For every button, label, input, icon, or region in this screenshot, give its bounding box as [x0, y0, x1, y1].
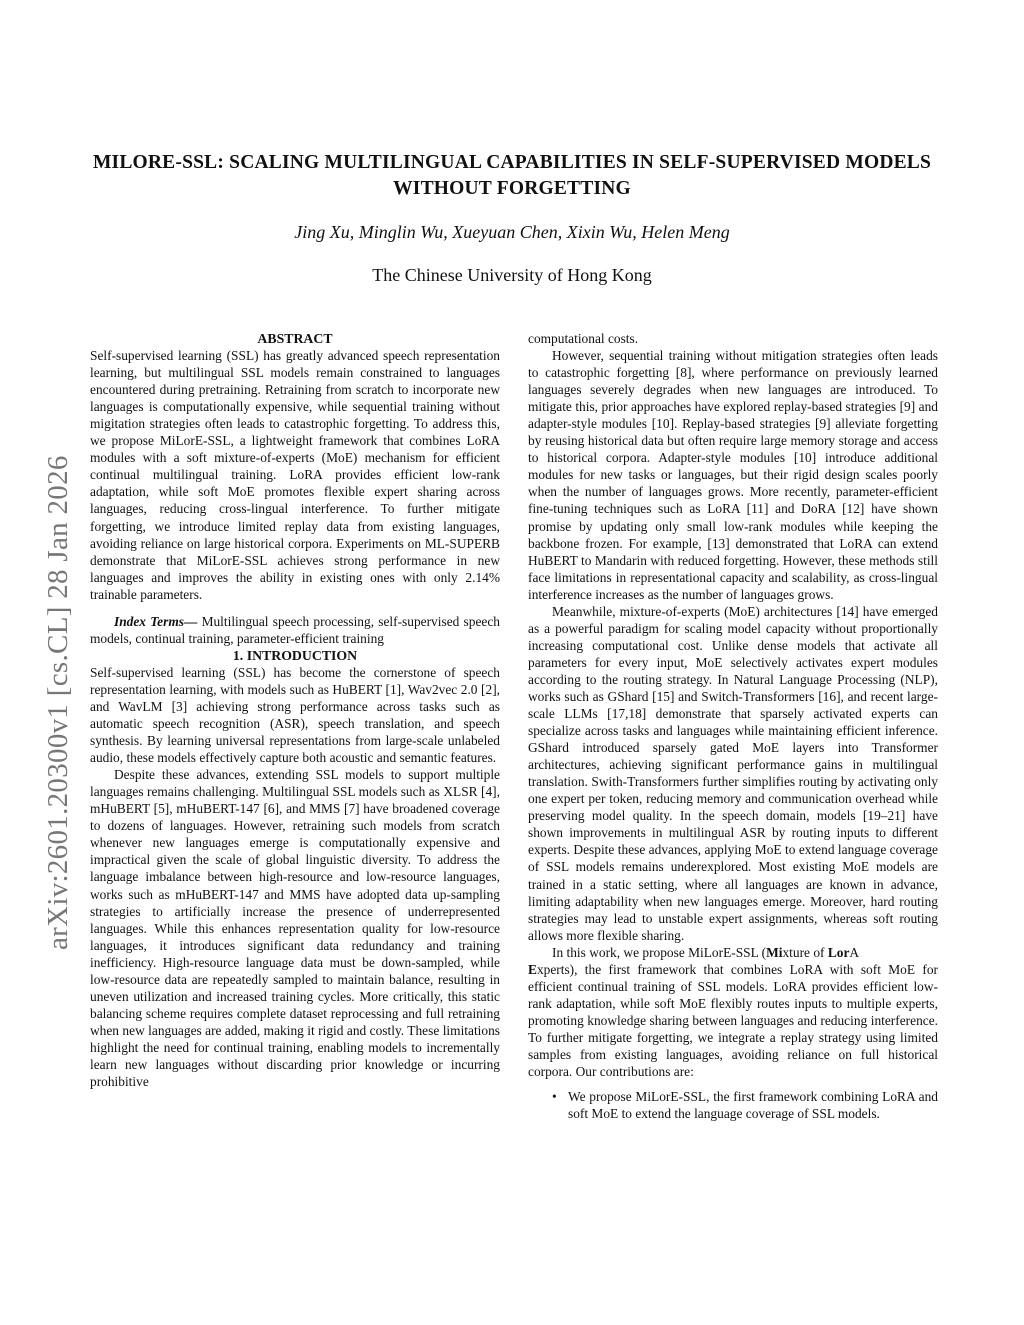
p5-bold-lor: Lor: [827, 944, 850, 960]
index-terms: [90, 613, 500, 647]
intro-paragraph-3: However, sequential training without mitigation strategies often leads to catastrophic forgetting [8], where performance on previously learned languages severely degrades when new languages are introduced. To mitigate this, prior approaches have explored replay-based strategies [9] and adapter-style modules [10]. Replay-based strategies [9] alleviate forgetting by reusing historical data but often require large memory storage and access to historical corpora. Adapter-style modules [10] introduce additional modules for new tasks or languages, but their rigid design scales poorly when the number of languages grows. More recently, parameter-efficient fine-tuning techniques such as LoRA [11] and DoRA [12] have shown promise by updating only small low-rank modules while keeping the backbone frozen. For example, [13] demonstrated that LoRA can extend HuBERT to Mandarin with reduced forgetting. However, these methods still face limitations in representational capacity and scalability, as cross-lingual interference increases as the number of languages grows.: [528, 348, 938, 602]
intro-paragraph-5: [528, 944, 938, 1080]
arxiv-identifier: arXiv:2601.20300v1 [cs.CL] 28 Jan 2026: [42, 455, 74, 950]
contribution-1: We propose MiLorE-SSL, the first framework combining LoRA and soft MoE to extend the language coverage of SSL models.: [568, 1089, 938, 1122]
left-column: [90, 330, 500, 1090]
affiliation: The Chinese University of Hong Kong: [372, 265, 652, 285]
list-item: [528, 1088, 938, 1122]
author-list: Jing Xu, Minglin Wu, Xueyuan Chen, Xixin Wu, Helen Meng: [294, 222, 730, 242]
intro-paragraph-2-continued: computational costs.: [528, 331, 639, 346]
contributions-list: [528, 1088, 938, 1122]
p5-text-a: A: [849, 944, 860, 960]
intro-paragraph-1: Self-supervised learning (SSL) has become the cornerstone of speech representation learning, with models such as HuBERT [1], Wav2vec 2.0 [2], and WavLM [3] achieving strong performance across tasks such as automatic speech recognition (ASR), speech translation, and speech synthesis. By learning universal representations from large-scale unlabeled audio, these models effectively capture both acoustic and semantic features.: [90, 664, 500, 766]
p5-text-prefix: In this work, we propose MiLorE-SSL (: [552, 944, 767, 960]
bullet-icon: •: [552, 1089, 557, 1105]
p5-text-rest: xperts), the first framework that combines LoRA with soft MoE for efficient continual training of SSL models. LoRA provides efficient low-rank adaptation, while soft MoE flexibly routes inputs to multiple experts, promoting knowledge sharing between languages and reducing interference. To further mitigate forgetting, we integrate a replay strategy using limited samples from existing languages, avoiding reliance on full historical corpora. Our contributions are:: [528, 961, 938, 1080]
abstract-heading: ABSTRACT: [257, 331, 333, 346]
right-column: [528, 330, 938, 1122]
p5-bold-mi: Mi: [766, 944, 783, 960]
p5-bold-e: E: [528, 961, 537, 977]
intro-paragraph-2: Despite these advances, extending SSL models to support multiple languages remains challenging. Multilingual SSL models such as XLSR [4], mHuBERT [5], mHuBERT-147 [6], and MMS [7] have broadened coverage to dozens of languages. However, retraining such models from scratch whenever new languages emerge is computationally expensive and impractical given the scale of global linguistic diversity. To address the language imbalance between high-resource and low-resource languages, works such as mHuBERT-147 and MMS have adopted data up-sampling strategies to artificially increase the presence of underrepresented languages. While this enhances representation quality for low-resource languages, it introduces significant data redundancy and training inefficiency. High-resource language data must be down-sampled, while low-resource data are repeatedly sampled to maintain balance, resulting in uneven utilization and increased training cycles. More critically, this static balancing scheme requires complete dataset reprocessing and full retraining when new languages are added, making it rigid and costly. These limitations highlight the need for continual training, enabling models to incrementally learn new languages without discarding prior knowledge or incurring prohibitive: [90, 767, 500, 1090]
intro-paragraph-4: Meanwhile, mixture-of-experts (MoE) architectures [14] have emerged as a powerful paradigm for scaling model capacity without proportionally increasing computational cost. Unlike dense models that activate all parameters for every input, MoE selectively activates expert modules according to the routing strategy. In Natural Language Processing (NLP), works such as GShard [15] and Switch-Transformers [16], and recent large-scale LLMs [17,18] demonstrate that sparsely activated experts can specialize across tasks and languages while maintaining efficient inference. GShard introduced sparsely gated MoE layers into Transformer architectures, achieving significant performance gains in multilingual translation. Swith-Transformers further simplifies routing by activating only one expert per token, reducing memory and communication overhead while preserving model quality. In the speech domain, models [19–21] have shown improvements in multilingual ASR by routing inputs to different experts. Despite these advances, applying MoE to extend language coverage of SSL models remains underexplored. Most existing MoE models are trained in a static setting, where all languages are known in advance, limiting adaptability when new languages emerge. Moreover, hard routing strategies may lead to unstable expert assignments, whereas soft routing allows more flexible sharing.: [528, 603, 938, 943]
p5-text-mixture: xture of: [782, 944, 828, 960]
abstract-text: Self-supervised learning (SSL) has greatly advanced speech representation learning, but multilingual SSL models remain constrained to languages encountered during pretraining. Retraining from scratch to incorporate new languages is computationally expensive, while sequential training without migitation strategies often leads to catastrophic forgetting. To address this, we propose MiLorE-SSL, a lightweight framework that combines LoRA modules with a soft mixture-of-experts (MoE) mechanism for efficient continual multilingual training. LoRA provides efficient low-rank adaptation, while soft MoE promotes flexible expert sharing across languages, reducing cross-lingual interference. To further mitigate forgetting, we introduce limited replay data from existing languages, avoiding reliance on large historical corpora. Experiments on ML-SUPERB demonstrate that MiLorE-SSL achieves strong performance in new languages and improves the ability in existing ones with only 2.14% trainable parameters.: [90, 348, 500, 602]
paper-title: [80, 150, 944, 202]
title-line-2: WITHOUT FORGETTING: [393, 178, 631, 199]
introduction-heading: 1. INTRODUCTION: [232, 647, 358, 663]
index-terms-text: Multilingual speech processing, self-supervised speech models, continual training, parameter-efficient training: [90, 613, 500, 646]
title-line-1: MILORE-SSL: SCALING MULTILINGUAL CAPABILITIES IN SELF-SUPERVISED MODELS: [92, 152, 932, 173]
index-terms-label: Index Terms—: [114, 613, 198, 629]
